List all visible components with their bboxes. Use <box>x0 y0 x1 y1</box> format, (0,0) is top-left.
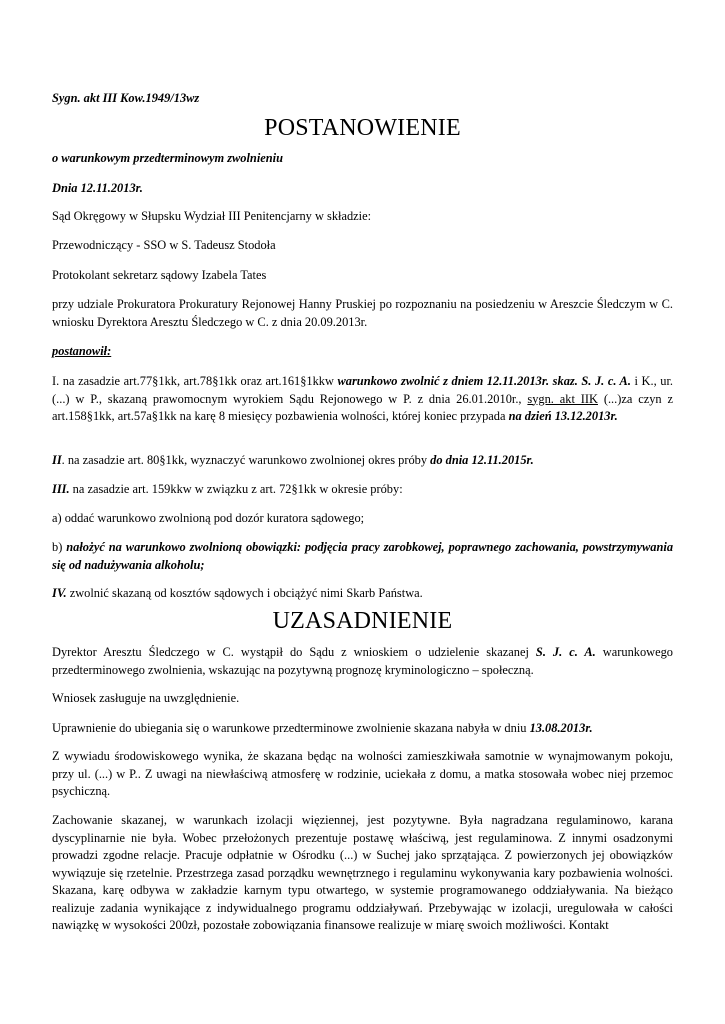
jp3-text: Uprawnienie do ubiegania się o warunkowe przedterminowe zwolnienie skazana nabyła w dniu <box>52 721 530 735</box>
item1-part-a: I. na zasadzie art.77§1kk, art.78§1kk oraz art.161§1kkw <box>52 374 338 388</box>
item1-case-ref: sygn. akt IIK <box>527 391 598 406</box>
item2-numeral: II <box>52 453 62 467</box>
item4-numeral: IV. <box>52 586 67 600</box>
decision-item-4 <box>52 585 673 603</box>
justification-paragraph-2: Wniosek zasługuje na uwzględnienie. <box>52 691 240 705</box>
item1-end-date: na dzień 13.12.2013r. <box>508 409 618 423</box>
jp3-date: 13.08.2013r. <box>529 721 593 735</box>
item1-release-clause: warunkowo zwolnić z dniem 12.11.2013r. skaz. S. J. c. A. <box>337 374 631 388</box>
justification-paragraph-1 <box>52 644 673 679</box>
justification-paragraph-5: Zachowanie skazanej, w warunkach izolacji więziennej, jest pozytywne. Była nagradzana regulaminowo, karana dyscyplinarnie nie była. Wobec przełożonych prezentuje postawę właściwą, jest regulaminowa. Z innymi osadzonymi prowadzi zgodne relacje. Pracuje odpłatnie w Ośrodku (...) w Suchej jako sprzątająca. Z powierzonych jej obowiązków wywiązuje się rzetelnie. Przestrzega zasad porządku wewnętrznego i regulaminu wykonywania kary pozbawienia wolności. Skazana, karę odbywa w zakładzie karnym typu otwartego, w systemie programowanego oddziaływania. Na bieżąco realizuje zadania wynikające z indywidualnego programu oddziaływań. Przebywając w izolacji, uregulowała w całości nawiązkę w wysokości 200zł, pozostałe zobowiązania finansowe realizuje w miarę swoich możliwości. Kontakt <box>52 813 673 932</box>
item3b-letter: b) <box>52 540 67 554</box>
item1-part-e: (...)za czyn z art.158§1kk, art.57a§1kk na karę 8 miesięcy pozbawienia wolności, której koniec przypada <box>52 391 673 423</box>
court-chair: Przewodniczący - SSO w S. Tadeusz Stodoła <box>52 238 276 252</box>
decision-heading: postanowił: <box>52 344 112 358</box>
decision-item-1 <box>52 373 673 426</box>
item3-numeral: III. <box>52 482 70 496</box>
jp1-part-a: Dyrektor Aresztu Śledczego w C. wystąpił do Sądu z wnioskiem o udzielenie skazanej <box>52 645 536 659</box>
court-composition: Sąd Okręgowy w Słupsku Wydział III Penitencjarny w składzie: <box>52 209 372 223</box>
decision-item-3b <box>52 539 673 574</box>
document-title: POSTANOWIENIE <box>264 115 461 141</box>
decision-item-3 <box>52 481 673 499</box>
document-subtitle: o warunkowym przedterminowym zwolnieniu <box>52 151 283 165</box>
decision-item-3a: a) oddać warunkowo zwolnioną pod dozór kuratora sądowego; <box>52 511 365 525</box>
item1-part-c: i K., ur. (...) w P., skazaną prawomocnym wyrokiem Sądu Rejonowego w P. z dnia 26.01.2010r., <box>52 374 673 406</box>
decision-item-2 <box>52 452 673 470</box>
decision-date: Dnia 12.11.2013r. <box>52 181 143 195</box>
item3-text: na zasadzie art. 159kkw w związku z art. 72§1kk w okresie próby: <box>69 482 403 496</box>
justification-paragraph-4: Z wywiadu środowiskowego wynika, że skazana będąc na wolności zamieszkiwała samotnie w wynajmowanym pokoju, przy ul. (...) w P.. Z uwagi na niewłaściwą atmosferę w rodzinie, uciekała z domu, a matka stosowała wobec niej przemoc psychiczną. <box>52 749 673 798</box>
court-clerk: Protokolant sekretarz sądowy Izabela Tates <box>52 268 267 282</box>
jp1-part-c: warunkowego przedterminowego zwolnienia, wskazując na pozytywną prognozę kryminologiczno – społeczną. <box>52 645 673 677</box>
case-number: Sygn. akt III Kow.1949/13wz <box>52 91 200 105</box>
item2-text: . na zasadzie art. 80§1kk, wyznaczyć warunkowo zwolnionej okres próby <box>61 453 431 467</box>
justification-title: UZASADNIENIE <box>272 608 453 634</box>
jp1-name: S. J. c. A. <box>535 645 596 659</box>
item3b-obligations: nałożyć na warunkowo zwolnioną obowiązki: podjęcia pracy zarobkowej, poprawnego zachowania, powstrzymywania się od nadużywania alkoholu; <box>52 540 674 572</box>
court-participation: przy udziale Prokuratora Prokuratury Rejonowej Hanny Pruskiej po rozpoznaniu na posiedzeniu w Areszcie Śledczym w C. wniosku Dyrektora Aresztu Śledczego w C. z dnia 20.09.2013r. <box>52 297 673 329</box>
item2-date: do dnia 12.11.2015r. <box>430 453 534 467</box>
item4-text: zwolnić skazaną od kosztów sądowych i obciążyć nimi Skarb Państwa. <box>66 586 423 600</box>
justification-paragraph-3 <box>52 720 673 738</box>
